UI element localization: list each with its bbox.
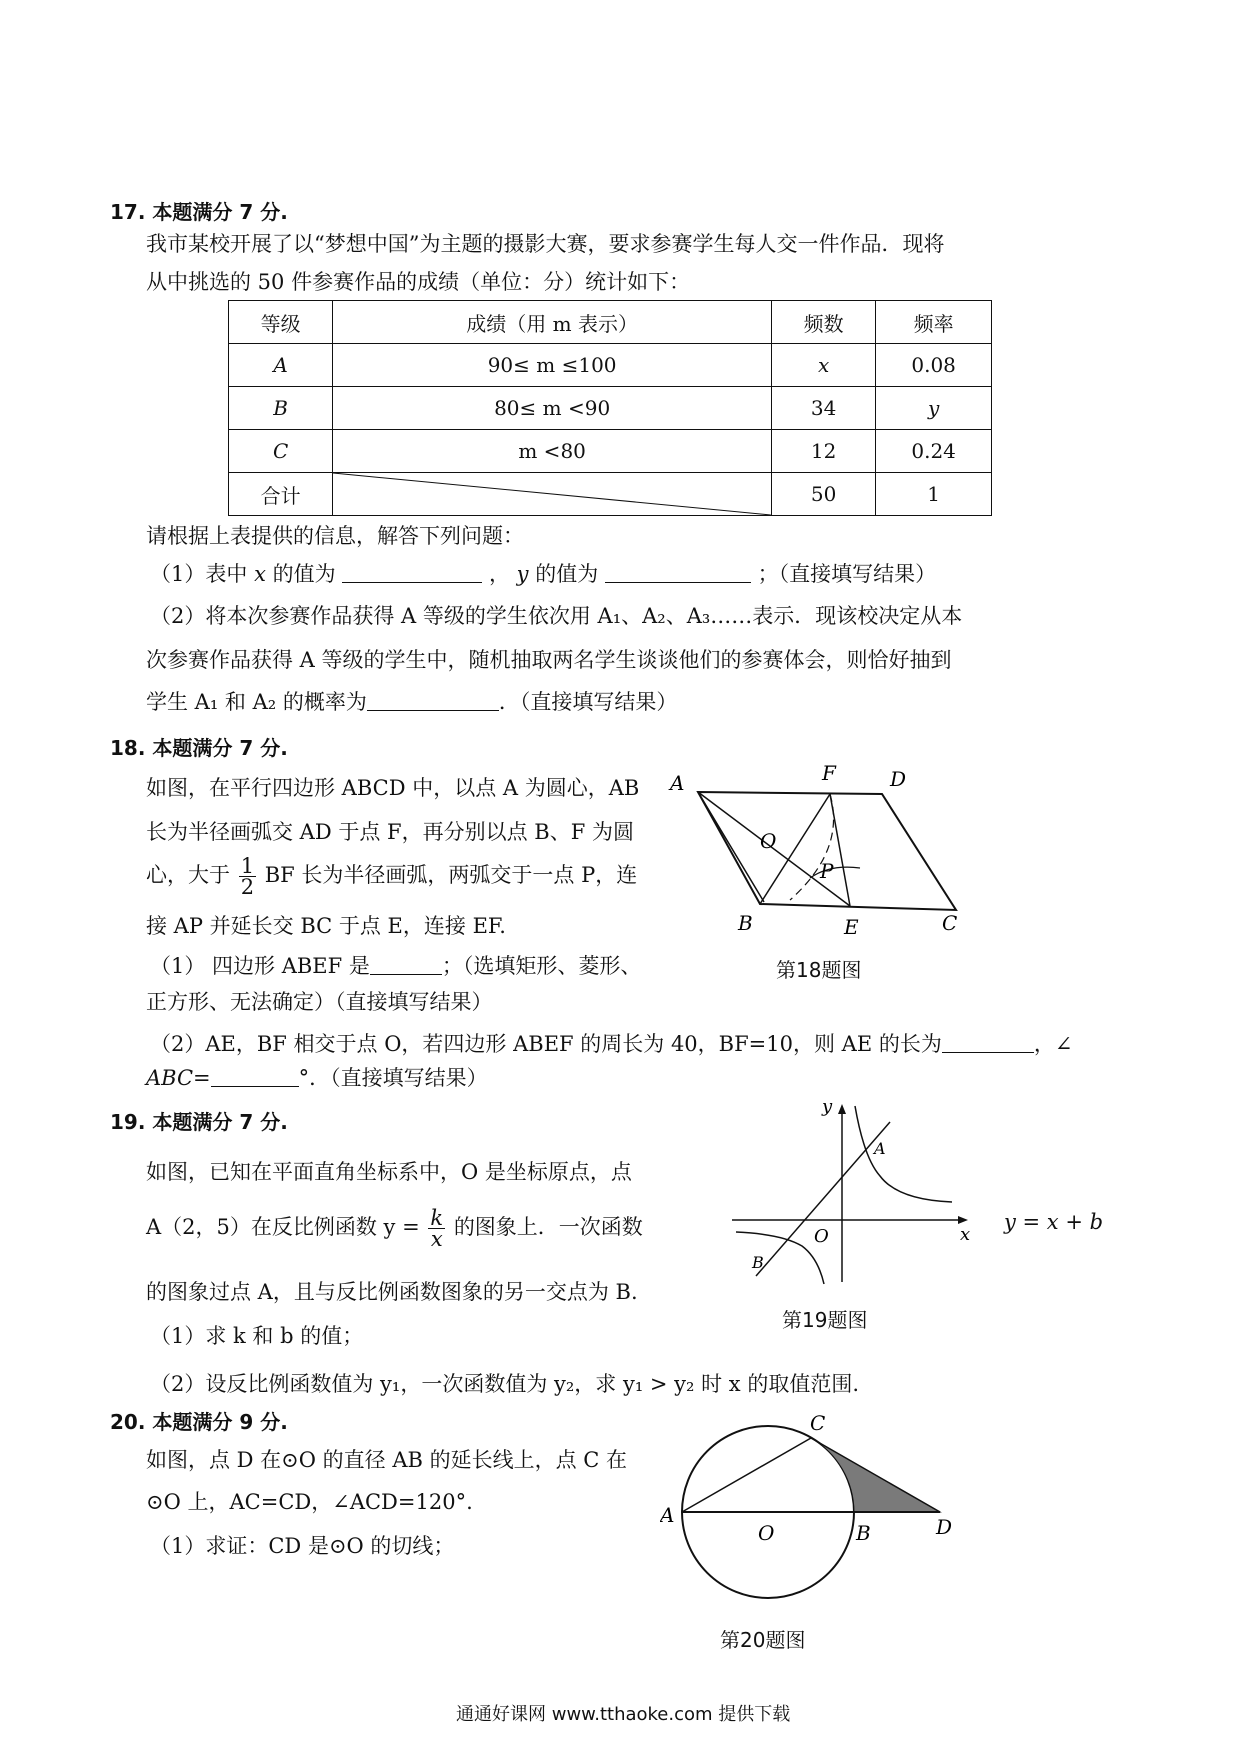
answer-blank[interactable] <box>605 562 751 583</box>
q18-line1: 如图，在平行四边形 ABCD 中，以点 A 为圆心，AB <box>146 776 640 800</box>
q20-figure-caption: 第20题图 <box>720 1628 806 1652</box>
q17-part1-text: （1）表中 <box>150 562 248 586</box>
figure-label-a: A <box>660 1503 675 1527</box>
q18-line3 <box>146 856 637 897</box>
point-label-b: B <box>752 1253 764 1272</box>
figure-label-f: F <box>822 761 836 785</box>
q19-line2 <box>146 1208 643 1249</box>
figure-label-o: O <box>760 829 777 853</box>
q17-part1-text: 的值为 <box>272 562 336 586</box>
fraction-numerator: k <box>430 1206 444 1230</box>
footer-text: 通通好课网 www.tthaoke.com 提供下载 <box>456 1704 791 1725</box>
figure-label-o: O <box>758 1521 775 1545</box>
q18-part1 <box>150 952 641 980</box>
figure-label-b: B <box>738 911 753 935</box>
q18-part1-text: ；（选填矩形、菱形、 <box>441 954 642 978</box>
axis-label-x: x <box>960 1224 971 1245</box>
fraction-denominator: 2 <box>240 875 255 899</box>
q18-line2: 长为半径画弧交 AD 于点 F，再分别以点 B、F 为圆 <box>146 820 634 844</box>
figure-label-e: E <box>844 915 859 939</box>
table-cell: C <box>229 430 333 473</box>
q17-part1-text: 的值为 <box>535 562 599 586</box>
q19-line3: 的图象过点 A，且与反比例函数图象的另一交点为 B. <box>146 1280 638 1304</box>
q18-line3-text: 心，大于 <box>146 863 230 887</box>
q17-part2-text: 学生 A₁ 和 A₂ 的概率为 <box>146 690 367 714</box>
q17-var-y: y <box>516 562 529 586</box>
table-row <box>229 387 992 430</box>
table-header-row <box>229 301 992 344</box>
figure-label-c: C <box>942 911 958 935</box>
answer-blank[interactable] <box>370 954 442 975</box>
q17-part1 <box>150 560 936 588</box>
q18-heading: 18. 本题满分 7 分. <box>110 736 288 760</box>
linear-equation-label: y = x + b <box>1004 1210 1104 1234</box>
table-cell: B <box>229 387 333 430</box>
q19-line2-text: A（2，5）在反比例函数 y = <box>146 1215 420 1239</box>
q17-part2-text: ．（直接填写结果） <box>498 690 678 714</box>
table-diagonal-cell <box>333 473 772 516</box>
q19-figure-caption: 第19题图 <box>782 1308 868 1332</box>
fraction-one-half <box>239 856 256 897</box>
fraction-numerator: 1 <box>240 854 255 878</box>
fraction-denominator: x <box>430 1227 443 1251</box>
q18-part2-line2 <box>146 1064 488 1092</box>
q18-line3-text: BF 长为半径画弧，两弧交于一点 P，连 <box>264 863 638 887</box>
q19-graph-figure <box>722 1098 982 1288</box>
table-cell: x <box>772 344 876 387</box>
table-cell: 80≤ m <90 <box>333 387 772 430</box>
score-table <box>228 300 992 516</box>
fraction-k-over-x <box>428 1208 445 1249</box>
q20-line1: 如图，点 D 在⊙O 的直径 AB 的延长线上，点 C 在 <box>146 1448 628 1472</box>
q17-part1-text: ， <box>488 562 510 586</box>
figure-label-d: D <box>936 1515 953 1539</box>
table-cell: 12 <box>772 430 876 473</box>
table-cell: 0.24 <box>876 430 992 473</box>
q18-part1-line2: 正方形、无法确定）（直接填写结果） <box>146 990 493 1014</box>
q19-part2: （2）设反比例函数值为 y₁，一次函数值为 y₂，求 y₁ > y₂ 时 x 的取值范围. <box>150 1372 860 1396</box>
q19-part1: （1）求 k 和 b 的值； <box>150 1324 364 1348</box>
q17-prompt: 请根据上表提供的信息，解答下列问题： <box>146 524 524 548</box>
q17-part1-text: ；（直接填写结果） <box>757 562 937 586</box>
q18-part2-text: ABC= <box>146 1066 211 1090</box>
table-cell: A <box>229 344 333 387</box>
point-label-a: A <box>874 1139 886 1158</box>
q17-part2-line3 <box>146 688 677 716</box>
table-cell: y <box>876 387 992 430</box>
answer-blank[interactable] <box>367 690 499 711</box>
figure-label-c: C <box>810 1411 826 1435</box>
table-header-cell: 成绩（用 m 表示） <box>333 301 772 344</box>
q18-part2-text: （2）AE，BF 相交于点 O，若四边形 ABEF 的周长为 40，BF=10，则 AE 的长为 <box>150 1032 942 1056</box>
axis-label-y: y <box>822 1098 833 1117</box>
q20-circle-figure <box>660 1408 980 1628</box>
table-cell: 34 <box>772 387 876 430</box>
figure-label-d: D <box>890 767 907 791</box>
table-cell: 50 <box>772 473 876 516</box>
q18-line4: 接 AP 并延长交 BC 于点 E，连接 EF. <box>146 914 506 938</box>
table-cell: 90≤ m ≤100 <box>333 344 772 387</box>
answer-blank[interactable] <box>342 562 482 583</box>
q17-var-x: x <box>254 562 266 586</box>
table-cell: 合计 <box>229 473 333 516</box>
q18-parallelogram-figure <box>660 760 980 940</box>
q17-intro-line1: 我市某校开展了以“梦想中国”为主题的摄影大赛，要求参赛学生每人交一件作品．现将 <box>146 232 945 256</box>
table-header-cell: 等级 <box>229 301 333 344</box>
q18-part1-text: （1） 四边形 ABEF 是 <box>150 954 370 978</box>
q19-line2-text: 的图象上．一次函数 <box>453 1215 643 1239</box>
figure-label-p: P <box>820 859 834 883</box>
q19-line1: 如图，已知在平面直角坐标系中，O 是坐标原点，点 <box>146 1160 632 1184</box>
q18-part2-text: °．（直接填写结果） <box>298 1066 488 1090</box>
table-cell: m <80 <box>333 430 772 473</box>
q17-intro-line2: 从中挑选的 50 件参赛作品的成绩（单位：分）统计如下： <box>146 270 691 294</box>
table-cell: 0.08 <box>876 344 992 387</box>
q18-part2 <box>150 1030 1072 1058</box>
q20-line2: ⊙O 上，AC=CD，∠ACD=120°. <box>146 1490 473 1514</box>
q20-heading: 20. 本题满分 9 分. <box>110 1410 288 1434</box>
diagonal-line <box>333 473 771 515</box>
origin-label: O <box>814 1226 829 1247</box>
figure-label-a: A <box>670 771 685 795</box>
q17-heading: 17. 本题满分 7 分. <box>110 200 288 224</box>
figure-label-b: B <box>856 1521 871 1545</box>
q17-part2-line2: 次参赛作品获得 A 等级的学生中，随机抽取两名学生谈谈他们的参赛体会，则恰好抽到 <box>146 648 952 672</box>
q19-heading: 19. 本题满分 7 分. <box>110 1110 288 1134</box>
answer-blank[interactable] <box>942 1032 1034 1053</box>
q18-part2-text: ，∠ <box>1033 1032 1073 1056</box>
q20-part1: （1）求证：CD 是⊙O 的切线； <box>150 1534 455 1558</box>
q18-figure-caption: 第18题图 <box>776 958 862 982</box>
table-row <box>229 344 992 387</box>
table-cell: 1 <box>876 473 992 516</box>
table-row <box>229 473 992 516</box>
table-header-cell: 频数 <box>772 301 876 344</box>
answer-blank[interactable] <box>211 1066 299 1087</box>
table-row <box>229 430 992 473</box>
table-header-cell: 频率 <box>876 301 992 344</box>
q17-part2-line1: （2）将本次参赛作品获得 A 等级的学生依次用 A₁、A₂、A₃……表示．现该校决定从本 <box>150 604 963 628</box>
